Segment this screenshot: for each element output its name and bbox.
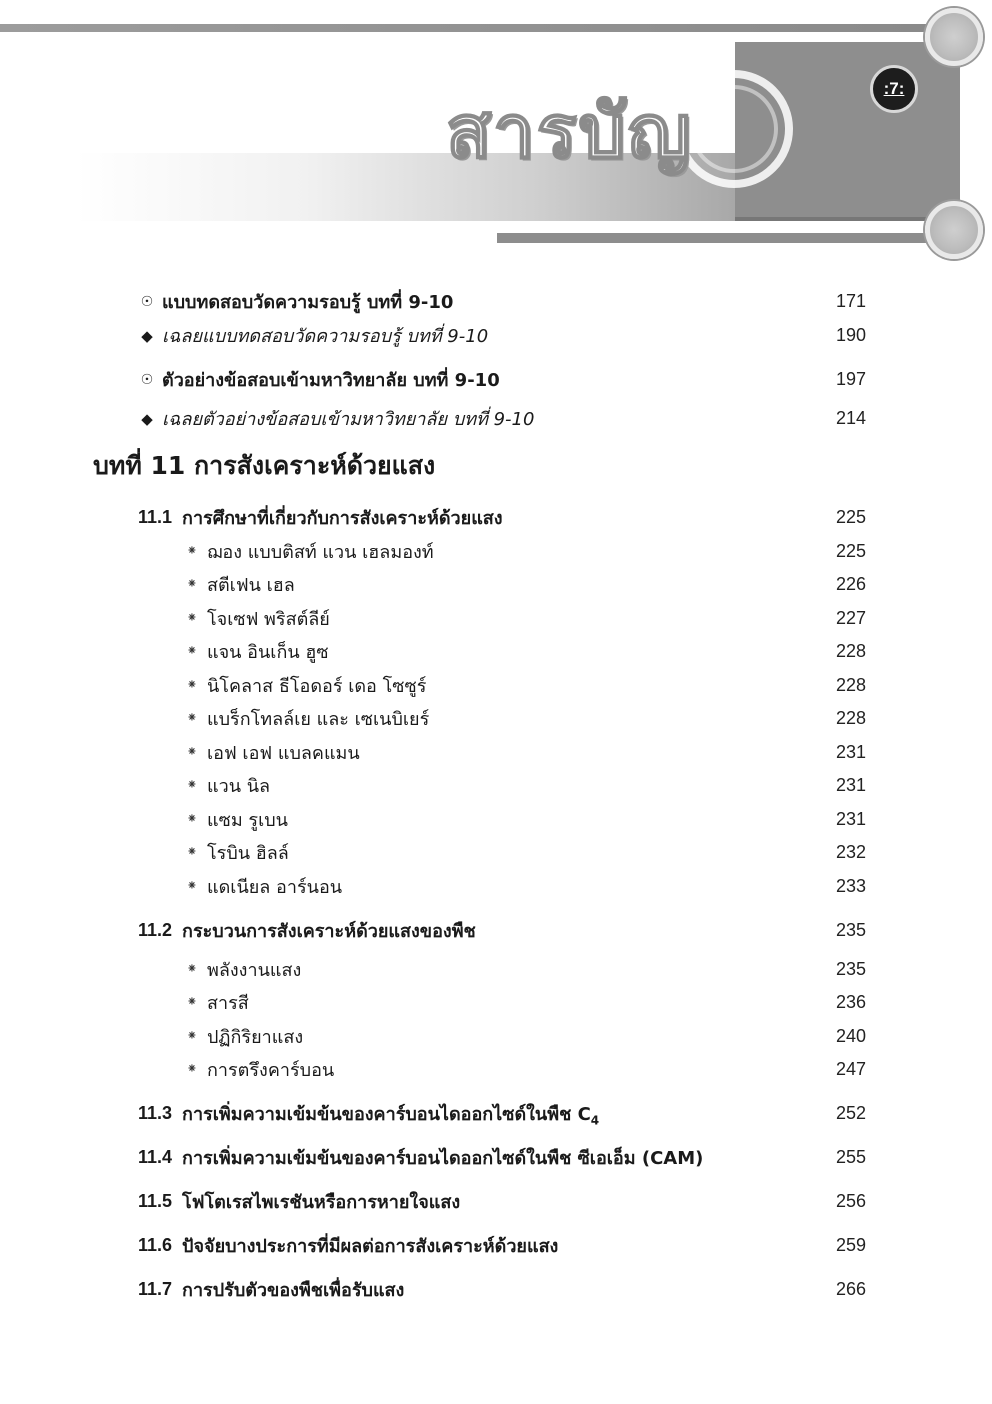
asterisk-bullet-icon: ⁕ [186, 778, 198, 793]
section-number: 11.2 [138, 920, 173, 940]
asterisk-bullet-icon: ⁕ [186, 745, 198, 760]
section-title-wrap [182, 1099, 870, 1128]
subitem-label: แจน อินเก็น ฮูซ [207, 642, 329, 663]
subitem-label: สารสี [207, 993, 249, 1014]
toc-page-number: 236 [835, 992, 866, 1012]
asterisk-bullet-icon: ⁕ [186, 644, 198, 659]
toc-page-number: 190 [835, 325, 866, 345]
toc-section-row[interactable] [0, 1187, 870, 1216]
toc-page-number: 259 [835, 1235, 866, 1255]
toc-row[interactable] [0, 321, 870, 350]
decorative-circle-top [925, 8, 983, 66]
section-title: การปรับตัวของพืชเพื่อรับแสง [182, 1280, 405, 1301]
toc-page-number: 226 [835, 574, 866, 594]
toc-section-row[interactable] [0, 1143, 870, 1172]
toc-entry-label: เฉลยตัวอย่างข้อสอบเข้ามหาวิทยาลัย บทที่ 9-10 [162, 409, 535, 430]
toc-subitem-row[interactable] [0, 1055, 870, 1084]
toc-page-number: 231 [835, 809, 866, 829]
toc-subitem-row[interactable] [0, 671, 870, 700]
toc-page-number: 235 [835, 920, 866, 940]
toc-subitem-row[interactable] [0, 570, 870, 599]
toc-page-number: 252 [835, 1103, 866, 1123]
toc-page-number: 232 [835, 842, 866, 862]
subitem-label: โรบิน ฮิลล์ [207, 843, 289, 864]
toc-page-number: 228 [835, 641, 866, 661]
toc-page-number: 266 [835, 1279, 866, 1299]
section-title: การศึกษาที่เกี่ยวกับการสังเคราะห์ด้วยแสง [182, 508, 503, 529]
section-title: ปัจจัยบางประการที่มีผลต่อการสังเคราะห์ด้วยแสง [182, 1236, 559, 1257]
subitem-label: พลังงานแสง [207, 960, 302, 981]
section-title: โฟโตเรสไพเรชันหรือการหายใจแสง [182, 1192, 461, 1213]
section-title-subscript: 4 [590, 1113, 600, 1128]
chapter-heading: บทที่ 11 การสังเคราะห์ด้วยแสง [93, 451, 436, 480]
toc-subitem-row[interactable] [0, 704, 870, 733]
header-bottom-stripe [497, 233, 957, 243]
asterisk-bullet-icon: ⁕ [186, 995, 198, 1010]
toc-page-number: 228 [835, 708, 866, 728]
diamond-bullet-icon: ◆ [141, 326, 153, 345]
section-title: การเพิ่มความเข้มข้นของคาร์บอนไดออกไซด์ในพืช C [182, 1104, 591, 1125]
decorative-circle-bottom [925, 201, 983, 259]
toc-subitem-row[interactable] [0, 988, 870, 1017]
section-number: 11.4 [138, 1147, 173, 1167]
circle-bullet-icon: ☉ [140, 293, 154, 310]
toc-entry-label: ตัวอย่างข้อสอบเข้ามหาวิทยาลัย บทที่ 9-10 [162, 370, 500, 391]
subitem-label: ปฏิกิริยาแสง [207, 1027, 304, 1048]
toc-subitem-row[interactable] [0, 537, 870, 566]
toc-page-number: 233 [835, 876, 866, 896]
toc-page-number: 235 [835, 959, 866, 979]
toc-section-row[interactable] [0, 503, 870, 532]
toc-subitem-row[interactable] [0, 1022, 870, 1051]
toc-entry-label: แบบทดสอบวัดความรอบรู้ บทที่ 9-10 [162, 292, 454, 313]
asterisk-bullet-icon: ⁕ [186, 812, 198, 827]
subitem-label: สตีเฟน เฮล [207, 575, 295, 596]
toc-entry-label: เฉลยแบบทดสอบวัดความรอบรู้ บทที่ 9-10 [162, 326, 489, 347]
toc-section-row[interactable] [0, 1231, 870, 1260]
toc-row[interactable] [0, 404, 870, 433]
toc-page-number: 231 [835, 775, 866, 795]
section-number: 11.7 [138, 1279, 173, 1299]
section-number: 11.5 [138, 1191, 173, 1211]
toc-subitem-row[interactable] [0, 838, 870, 867]
subitem-label: แวน นิล [207, 776, 271, 797]
toc-page-number: 256 [835, 1191, 866, 1211]
subitem-label: เอฟ เอฟ แบลคแมน [207, 743, 360, 764]
section-number: 11.6 [138, 1235, 173, 1255]
subitem-label: โจเซฟ พริสต์ลีย์ [207, 609, 330, 630]
subitem-label: แซม รูเบน [207, 810, 288, 831]
circle-bullet-icon: ☉ [140, 371, 154, 388]
asterisk-bullet-icon: ⁕ [186, 611, 198, 626]
toc-page-number: 225 [835, 507, 866, 527]
toc-subitem-row[interactable] [0, 637, 870, 666]
asterisk-bullet-icon: ⁕ [186, 544, 198, 559]
section-title: กระบวนการสังเคราะห์ด้วยแสงของพืช [182, 921, 476, 942]
subitem-label: ฌอง แบบติสท์ แวน เฮลมองท์ [207, 542, 434, 563]
toc-page-number: 240 [835, 1026, 866, 1046]
asterisk-bullet-icon: ⁕ [186, 711, 198, 726]
toc-page-number: 227 [835, 608, 866, 628]
asterisk-bullet-icon: ⁕ [186, 1029, 198, 1044]
toc-page-number: 247 [835, 1059, 866, 1079]
toc-section-row[interactable] [0, 1099, 870, 1128]
diamond-bullet-icon: ◆ [141, 409, 153, 428]
subitem-label: นิโคลาส ธีโอดอร์ เดอ โซซูร์ [207, 676, 427, 697]
toc-page-number: 228 [835, 675, 866, 695]
toc-page-number: 225 [835, 541, 866, 561]
asterisk-bullet-icon: ⁕ [186, 845, 198, 860]
subitem-label: การตรึงคาร์บอน [207, 1060, 335, 1081]
asterisk-bullet-icon: ⁕ [186, 577, 198, 592]
toc-section-row[interactable] [0, 1275, 870, 1304]
asterisk-bullet-icon: ⁕ [186, 962, 198, 977]
toc-subitem-row[interactable] [0, 771, 870, 800]
toc-page-number: 214 [835, 408, 866, 428]
toc-subitem-row[interactable] [0, 805, 870, 834]
toc-row[interactable] [0, 365, 870, 394]
toc-row[interactable] [0, 287, 870, 316]
subitem-label: แดเนียล อาร์นอน [207, 877, 343, 898]
toc-page-number: 231 [835, 742, 866, 762]
toc-subitem-row[interactable] [0, 738, 870, 767]
header-top-stripe [0, 24, 930, 32]
asterisk-bullet-icon: ⁕ [186, 1062, 198, 1077]
toc-page-number: 171 [835, 291, 866, 311]
toc-section-row[interactable] [0, 916, 870, 945]
page-title: สารบัญ [446, 90, 693, 173]
subitem-label: แบร็กโทลล์เย และ เซเนบิเยร์ [207, 709, 430, 730]
toc-subitem-row[interactable] [0, 872, 870, 901]
section-number: 11.3 [138, 1103, 173, 1123]
section-title: การเพิ่มความเข้มข้นของคาร์บอนไดออกไซด์ในพืช ซีเอเอ็ม (CAM) [182, 1148, 704, 1169]
toc-subitem-row[interactable] [0, 604, 870, 633]
section-number: 11.1 [138, 507, 173, 527]
page-number-badge: :7: [870, 65, 918, 113]
toc-subitem-row[interactable] [0, 955, 870, 984]
asterisk-bullet-icon: ⁕ [186, 678, 198, 693]
asterisk-bullet-icon: ⁕ [186, 879, 198, 894]
toc-page-number: 255 [835, 1147, 866, 1167]
toc-page-number: 197 [835, 369, 866, 389]
